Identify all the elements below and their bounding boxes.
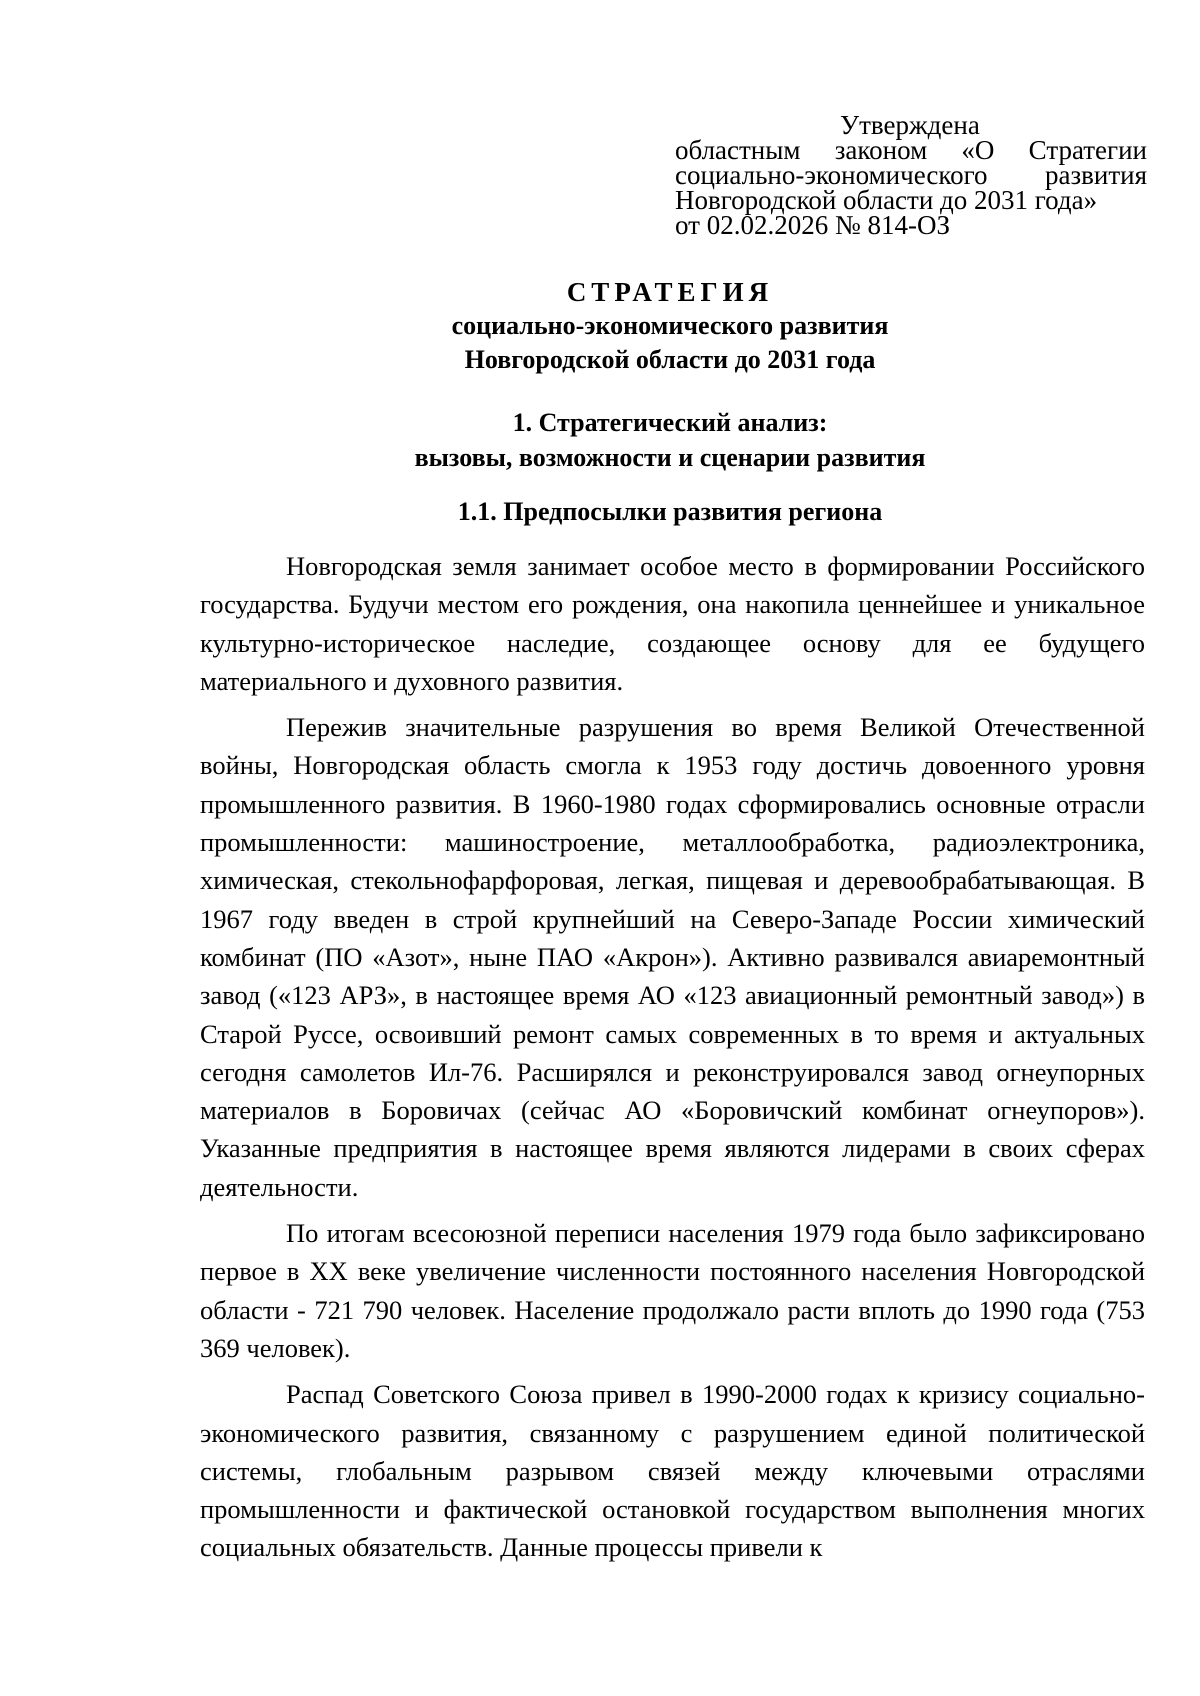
document-title [200, 275, 1140, 377]
document-title-word: СТРАТЕГИЯ [566, 277, 774, 307]
section-heading-line: вызовы, возможности и сценарии развития [414, 443, 926, 472]
document-title-line: социально-экономического развития [451, 311, 889, 340]
section-heading-line: 1. Стратегический анализ: [512, 408, 828, 437]
approval-line: Новгородской области до 2031 года» [675, 185, 1098, 215]
document-title-line: Новгородской области до 2031 года [464, 345, 876, 374]
approval-line: областным законом «О Стратегии [675, 135, 1147, 165]
paragraph: По итогам всесоюзной переписи населения 1979 года было зафиксировано первое в XX веке увеличение численности постоянного населения Новгородской области - 721 790 человек. Население продолжало расти вплоть до 1990 года (753 369 человек). [200, 1218, 1145, 1363]
paragraph: Распад Советского Союза привел в 1990-2000 годах к кризису социально-экономического развития, связанному с разрушением единой политической системы, глобальным разрывом связей между ключевыми отраслями промышленности и фактической остановкой государством выполнения многих социальных обязательств. Данные процессы привели к [200, 1379, 1145, 1563]
body-text [200, 547, 1145, 1575]
approval-line: социально-экономического развития [675, 160, 1147, 190]
section-heading [200, 405, 1140, 475]
paragraph: Новгородская земля занимает особое место в формировании Российского государства. Будучи местом его рождения, она накопила ценнейшее и уникальное культурно-историческое наследие, создающее основу для ее будущего материального и духовного развития. [200, 551, 1145, 696]
approval-heading: Утверждена [840, 110, 980, 140]
paragraph: Пережив значительные разрушения во время Великой Отечественной войны, Новгородская область смогла к 1953 году достичь довоенного уровня промышленного развития. В 1960-1980 годах сформировались основные отрасли промышленности: машиностроение, металлообработка, радиоэлектроника, химическая, стекольнофарфоровая, легкая, пищевая и деревообрабатывающая. В 1967 году введен в строй крупнейший на Северо-Западе России химический комбинат (ПО «Азот», ныне ПАО «Акрон»). Активно развивался авиаремонтный завод («123 АРЗ», в настоящее время АО «123 авиационный ремонтный завод») в Старой Руссе, освоивший ремонт самых современных в то время и актуальных сегодня самолетов Ил-76. Расширялся и реконструировался завод огнеупорных материалов в Боровичах (сейчас АО «Боровичский комбинат огнеупоров»). Указанные предприятия в настоящее время являются лидерами в своих сферах деятельности. [200, 712, 1145, 1202]
subsection-heading: 1.1. Предпосылки развития региона [457, 497, 883, 526]
approval-date-number: от 02.02.2026 № 814-ОЗ [675, 210, 950, 240]
approval-stamp [675, 110, 1147, 240]
